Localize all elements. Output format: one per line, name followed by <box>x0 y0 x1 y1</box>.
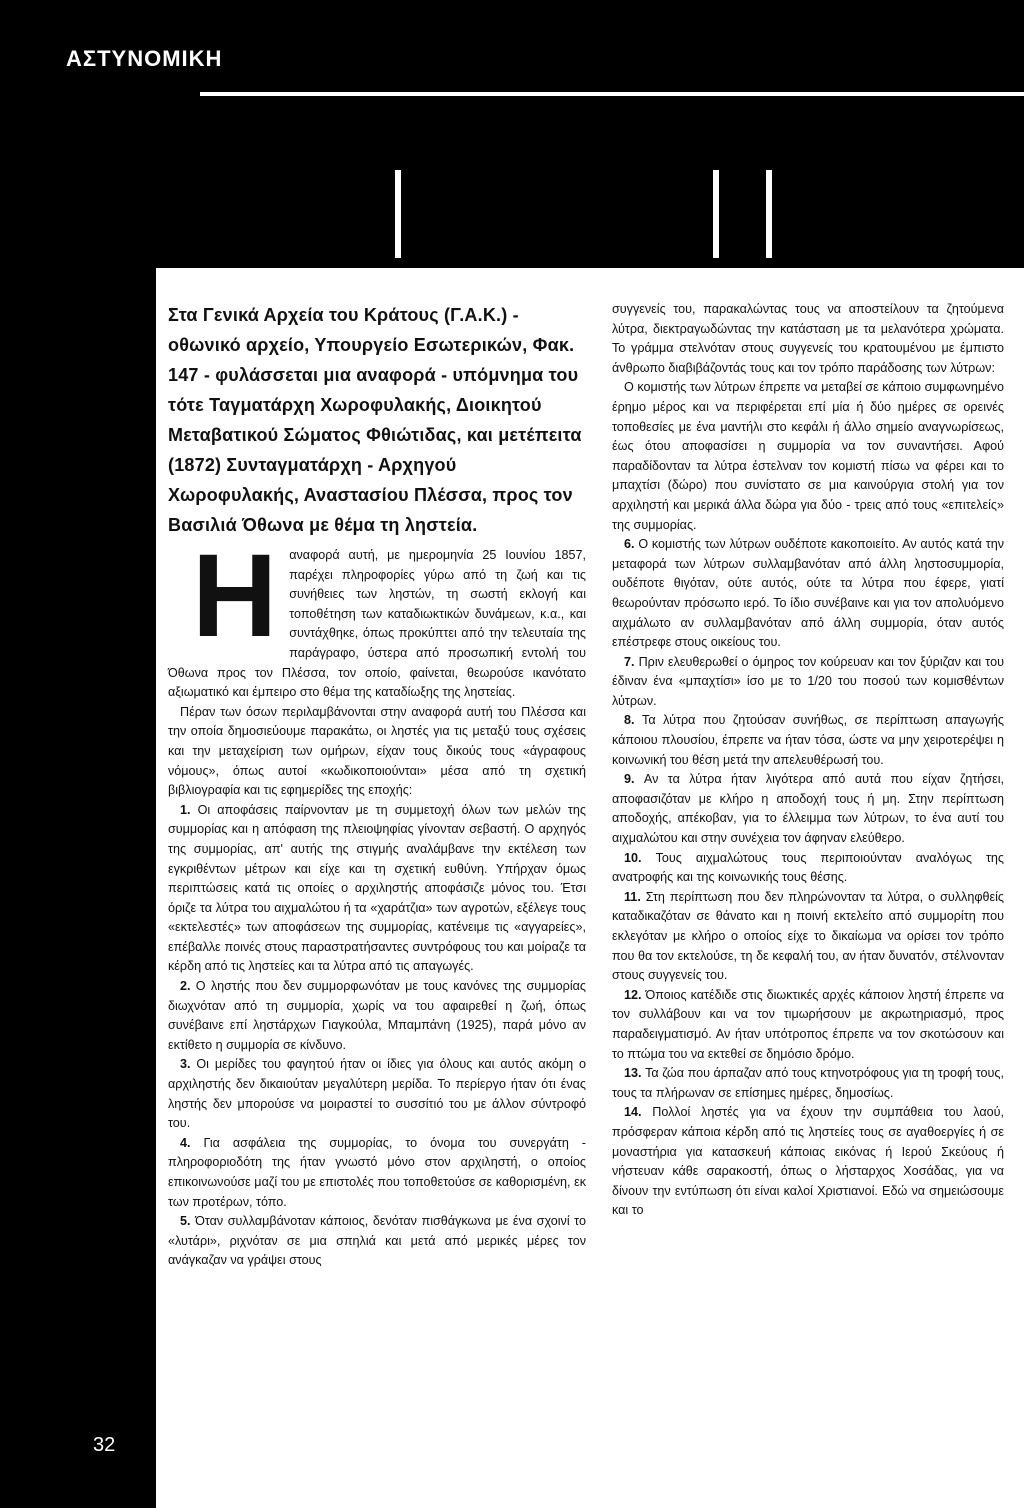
paragraph-text: αναφορά αυτή, με ημερομηνία 25 Ιουνίου 1857, παρέχει πληροφορίες γύρω από τη ζωή και τις συνήθειες των ληστών, τη σωστή εκλογή και τοποθέτηση των καταδιωκτικών δυνάμεων, κ.α., και συντάχθηκε, όπως προκύπτει από την τελευταία της παράγραφο, ύστερα από προσωπική εντολή του Όθωνα προς τον Πλέσσα, τον οποίο, φαίνεται, θεωρούσε ικανότατο αξιωματικό και έμπειρο στο θέμα της καταδίωξης της ληστείας. <box>168 548 586 700</box>
list-number: 2. <box>180 979 196 994</box>
left-body <box>168 530 586 1271</box>
paragraph-text: Τους αιχμαλώτους τους περιποιούνταν αναλόγως της ανατροφής και της κοινωνικής τους θέσης. <box>612 850 1004 885</box>
paragraph-text: Τα λύτρα που ζητούσαν συνήθως, σε περίπτωση απαγωγής κάποιου πλουσίου, έπρεπε να ήταν τόσα, ώστε να μην χειροτερέψει η κοινωνική του θέση μετά την απελευθέρωσή του. <box>612 713 1004 767</box>
paragraph <box>612 653 1004 712</box>
paragraph-text: συγγενείς του, παρακαλώντας τους να αποστείλουν τα ζητούμενα λύτρα, διεκτραγωδώντας την κατάσταση με τα μελανότερα χρώματα. Το γράμμα στελνόταν στους συγγενείς του κρατουμένου με έμπιστο άνθρωπο διαβιβάζοντάς τους και τον τρόπο παράδοσης των λύτρων: <box>612 302 1004 375</box>
paragraph <box>168 1055 586 1133</box>
paragraph-text: Πέραν των όσων περιλαμβάνονται στην αναφορά αυτή του Πλέσσα και την οποία δημοσιεύουμε παρακάτω, οι ληστές για τις μεταξύ τους σχέσεις και την μεταχείριση των ομήρων, είχαν τους δικούς τους «άγραφους νόμους», όπως αυτοί «κωδικοποιούνται» μέσα από τη σχετική βιβλιογραφία και τις εφημερίδες της εποχής: <box>168 704 586 798</box>
paragraph <box>168 801 586 977</box>
paragraph-text: Πριν ελευθερωθεί ο όμηρος τον κούρευαν και τον ξύριζαν και του έδιναν ένα «μπαχτίσι» ίσο με το 1/20 του ποσού των κομισθέντων λύτρων. <box>612 654 1004 708</box>
right-body <box>612 300 1004 1221</box>
decorative-bar <box>395 170 401 258</box>
paragraph <box>168 1212 586 1271</box>
paragraph <box>612 1064 1004 1103</box>
list-number: 3. <box>180 1057 197 1072</box>
paragraph <box>612 378 1004 535</box>
paragraph <box>168 703 586 801</box>
page-number: 32 <box>93 1434 116 1456</box>
list-number: 8. <box>624 713 643 728</box>
list-number: 7. <box>624 654 639 669</box>
list-number: 5. <box>180 1214 196 1229</box>
paragraph <box>168 977 586 1055</box>
paragraph <box>612 711 1004 770</box>
paragraph <box>168 1134 586 1212</box>
paragraph <box>612 849 1004 888</box>
list-number: 4. <box>180 1135 204 1150</box>
article-intro: Στα Γενικά Αρχεία του Κράτους (Γ.Α.Κ.) - οθωνικό αρχείο, Υπουργείο Εσωτερικών, Φακ. 147 - φυλάσσεται μια αναφορά - υπόμνημα του τότε Ταγματάρχη Χωροφυλακής, Διοικητού Μεταβατικού Σώματος Φθιώτιδας, και μετέπειτα (1872) Συνταγματάρχη - Αρχηγού Χωροφυλακής, Αναστασίου Πλέσσα, προς τον Βασιλιά Όθωνα με θέμα τη ληστεία. <box>168 305 582 535</box>
right-column <box>612 300 1004 1221</box>
section-label: ΑΣΤΥΝΟΜΙΚΗ <box>66 46 223 71</box>
paragraph-text: Στη περίπτωση που δεν πληρώνονταν τα λύτρα, ο συλληφθείς καταδικαζόταν σε θάνατο και η ποινή εκτελείτο από συμμορίτη που εκλεγόταν με κλήρο ο οποίος είχε το δικαίωμα να ορίσει τον τρόπο που θα τον εκτελούσε, τη δε κεφαλή του, αν ήταν δυνατόν, στέλνονταν στους συγγενείς του. <box>612 889 1004 983</box>
list-number: 9. <box>624 772 644 787</box>
paragraph-text: Για ασφάλεια της συμμορίας, το όνομα του συνεργάτη - πληροφοριοδότη της ήταν γνωστό μόνο στον αρχιληστή, ο οποίος επικοινωνούσε μαζί του με επιστολές που τοποθετούσε σε καθορισμένη, εκ των προτέρων, τόπο. <box>168 1135 586 1209</box>
list-number: 12. <box>624 987 646 1002</box>
list-number: 6. <box>624 537 639 552</box>
list-number: 1. <box>180 802 198 817</box>
decorative-bar <box>766 170 772 258</box>
article-page <box>156 268 1024 1508</box>
paragraph-text: Οι αποφάσεις παίρνονταν με τη συμμετοχή όλων των μελών της συμμορίας και η απόφαση της πλειοψηφίας γίνονταν σεβαστή. Ο αρχηγός της συμμορίας, απ' αυτής της στιγμής αναλάμβανε την εκτέλεση των εγκριθέντων μέτρων και είχε και τη σχετική ευθύνη. Υπήρχαν όμως περιπτώσεις κατά τις οποίες ο αρχιληστής αποφάσιζε μόνος του. Έτσι όριζε τα λύτρα του αιχμαλώτου ή τα «χαράτζια» των αγροτών, εξέλεγε τους «εκτελεστές» των αποφάσεων της συμμορίας, κατένειμε τις «αγγαρείες», επέβαλλε ποινές στους παραστρατήσαντες συντρόφους του και μοίραζε τα κέρδη από τις ληστείες και τα λύτρα από τις απαγωγές. <box>168 802 586 974</box>
paragraph <box>612 888 1004 986</box>
paragraph <box>612 770 1004 848</box>
header-rule <box>200 92 1024 96</box>
paragraph <box>612 535 1004 653</box>
paragraph-text: Όταν συλλαμβάνοταν κάποιος, δενόταν πισθάγκωνα με ένα σχοινί το «λυτάρι», ριχνόταν σε μια σπηλιά και μετά από μερικές μέρες τον ανάγκαζαν να γράψει στους <box>168 1214 586 1268</box>
paragraph <box>612 986 1004 1064</box>
decorative-bar <box>713 170 719 258</box>
left-column <box>168 300 586 1271</box>
paragraph-text: Πολλοί ληστές για να έχουν την συμπάθεια του λαού, πρόσφεραν κάποια κέρδη από τις ληστείες τους σε αγαθοεργίες ή σε μοναστήρια για κατασκευή κάποιας εικόνας ή Ιερού Σκεύους ή νήστευαν κάθε σαρακοστή, όπως ο λήσταρχος Χοσάδας, για να δίνουν την εντύπωση ότι είναι καλοί Χριστιανοί. Εδώ να σημειώσουμε και το <box>612 1105 1004 1218</box>
paragraph <box>612 300 1004 378</box>
paragraph-text: Ο ληστής που δεν συμμορφωνόταν με τους κανόνες της συμμορίας διωχνόταν από τη συμμορία, χωρίς να του αφαιρεθεί η ζωή, όπως συνέβαινε επί ληστάρχων Γιαγκούλα, Μπαμπάνη (1925), παρά μόνο αν εκτίθετο η συμμορία σε κίνδυνο. <box>168 979 586 1052</box>
paragraph-text: Όποιος κατέδιδε στις διωκτικές αρχές κάποιον ληστή έπρεπε να τον συλλάβουν και να τον τιμωρήσουν με ακρωτηριασμό, προς παραδειγματισμό. Αν ήταν υπότροπος έπρεπε να τον σκοτώσουν και το πτώμα του να εκτεθεί σε δημόσιο δρόμο. <box>612 987 1004 1061</box>
list-number: 13. <box>624 1066 646 1081</box>
list-number: 14. <box>624 1105 653 1120</box>
dropcap: Η <box>192 530 278 662</box>
paragraph-text: Αν τα λύτρα ήταν λιγότερα από αυτά που είχαν ζητήσει, αποφασιζόταν με κλήρο η αποδοχή τους ή μη. Στην περίπτωση αποδοχής, απέκοβαν, για το έλλειμμα των λύτρων, το ένα αυτί του αιχμαλώτου και στην συνέχεια τον άφηναν ελεύθερο. <box>612 772 1004 846</box>
paragraph-text: Ο κομιστής των λύτρων ουδέποτε κακοποιείτο. Αν αυτός κατά την μεταφορά των λύτρων συλλαμβανόταν από άλλη ληστοσυμμορία, ουδέποτε θιγόταν, ούτε αυτός, ούτε τα λύτρα που έφερε, γιατί θεωρούνταν πρόσωπο ιερό. Το ίδιο συνέβαινε και για τον απολυόμενο αιχμάλωτο αν συλλαμβανόταν από άλλη συμμορία, όταν αυτός επέστρεφε στους οικείους του. <box>612 537 1004 650</box>
paragraph-text: Ο κομιστής των λύτρων έπρεπε να μεταβεί σε κάποιο συμφωνημένο έρημο μέρος και να περιφέρεται επί μία ή δύο ημέρες σε ορεινές τοποθεσίες με ένα μαντήλι στο κεφάλι ή άλλο σημείο αναγνωρίσεως, έως ότου αποφασίσει η συμμορία να τον συναντήσει. Αφού παραδίδονταν τα λύτρα έστελναν τον κομιστή πίσω να φέρει και το μπαχτίσι (δώρο) που συνίστατο σε μια καινούργια στολή για τον αρχιληστή και μερικά άλλα δώρα για δύο - τρεις από τους «επιτελείς» της συμμορίας. <box>612 380 1004 532</box>
paragraph <box>612 1103 1004 1221</box>
paragraph <box>168 530 586 703</box>
list-number: 11. <box>624 889 646 904</box>
paragraph-text: Οι μερίδες του φαγητού ήταν οι ίδιες για όλους και αυτός ακόμη ο αρχιληστής δεν δικαιούταν μεγαλύτερη μερίδα. Το περίεργο ήταν ότι ένας ληστής δεν μπορούσε να μοιραστεί το συσσίτιό του με άλλον σύντροφό του. <box>168 1057 586 1131</box>
list-number: 10. <box>624 850 656 865</box>
paragraph-text: Τα ζώα που άρπαζαν από τους κτηνοτρόφους για τη τροφή τους, τους τα πλήρωναν σε επίσημες ημέρες, δημοσίως. <box>612 1066 1004 1100</box>
